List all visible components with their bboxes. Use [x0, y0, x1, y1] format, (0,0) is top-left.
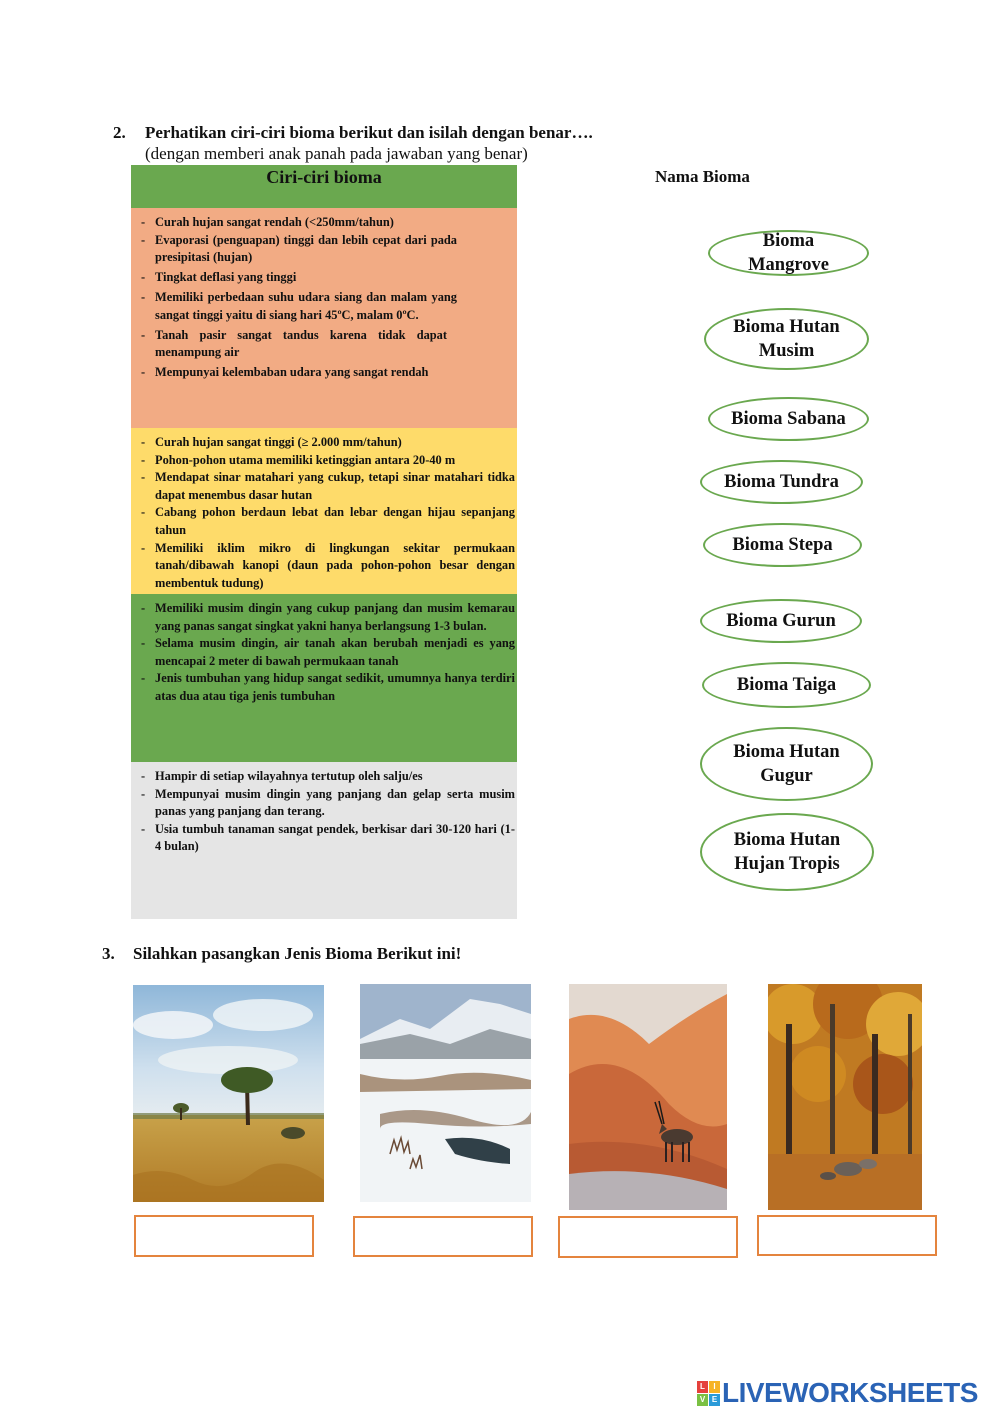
biome-oval-mangrove[interactable]: [708, 230, 869, 276]
question-2-number: 2.: [113, 123, 126, 142]
biome-oval-hutan-hujan-tropis[interactable]: [700, 813, 874, 891]
list-item: - Mempunyai musim dingin yang panjang dan gelap serta musim panas yang panjang dan terang.: [139, 786, 517, 821]
answer-input-forest[interactable]: [757, 1215, 937, 1256]
question-2-subtitle: (dengan memberi anak panah pada jawaban yang benar): [145, 144, 528, 163]
section-tropical-rainforest[interactable]: [131, 428, 517, 594]
list-item: - Jenis tumbuhan yang hidup sangat sedikit, umumnya hanya terdiri atas dua atau tiga jenis tumbuhan: [139, 670, 517, 705]
question-3-title: Silahkan pasangkan Jenis Bioma Berikut ini!: [133, 944, 462, 963]
biome-line-1: Bioma Hutan: [733, 830, 841, 850]
section-desert[interactable]: [131, 208, 517, 428]
biome-line-2: Mangrove: [748, 255, 829, 275]
biome-line-1: Bioma Hutan: [733, 317, 840, 337]
table-header: Ciri-ciri bioma: [131, 165, 517, 208]
biome-label: Bioma Taiga: [736, 675, 837, 695]
section-tundra[interactable]: [131, 594, 517, 762]
list-item: - Evaporasi (penguapan) tinggi dan lebih cepat dari pada presipitasi (hujan): [139, 232, 517, 267]
list-item: - Hampir di setiap wilayahnya tertutup oleh salju/es: [139, 768, 517, 786]
biome-names-header: Nama Bioma: [655, 167, 750, 186]
deciduous-forest-photo: [768, 984, 922, 1210]
biome-line-2: Gugur: [760, 766, 813, 786]
logo-letter: L: [697, 1381, 708, 1393]
biome-label: Bioma Stepa: [732, 535, 833, 555]
logo-letter: E: [709, 1394, 720, 1406]
biome-line-2: Musim: [758, 341, 815, 361]
tundra-photo: [360, 984, 531, 1202]
list-item: - Selama musim dingin, air tanah akan berubah menjadi es yang mencapai 2 meter di bawah permukaan tanah: [139, 635, 517, 670]
logo-letter: V: [697, 1394, 708, 1406]
logo-letter: I: [709, 1381, 720, 1393]
biome-oval-stepa[interactable]: [703, 523, 862, 567]
list-item: - Curah hujan sangat rendah (<250mm/tahun): [139, 214, 517, 232]
biome-oval-tundra[interactable]: [700, 460, 863, 504]
logo-text: LIVEWORKSHEETS: [722, 1377, 978, 1408]
characteristics-table: [131, 165, 517, 919]
list-item: - Tanah pasir sangat tandus karena tidak dapat menampung air: [139, 327, 517, 362]
list-item: - Mendapat sinar matahari yang cukup, tetapi sinar matahari tidka dapat menembus dasar hutan: [139, 469, 517, 504]
list-item: - Memiliki iklim mikro di lingkungan sekitar permukaan tanah/dibawah kanopi (daun pada pohon-pohon besar dengan membentuk tudung): [139, 540, 517, 593]
logo-icon: [697, 1381, 720, 1406]
biome-line-1: Bioma: [762, 231, 815, 251]
question-3-number: 3.: [102, 944, 115, 963]
biome-line-1: Bioma Hutan: [733, 742, 840, 762]
list-item: - Curah hujan sangat tinggi (≥ 2.000 mm/tahun): [139, 434, 517, 452]
biome-label: Bioma Tundra: [724, 472, 839, 492]
list-item: - Memiliki musim dingin yang cukup panjang dan musim kemarau yang panas sangat singkat yakni hanya berlangsung 1-3 bulan.: [139, 600, 517, 635]
list-item: - Memiliki perbedaan suhu udara siang dan malam yang sangat tinggi yaitu di siang hari 45ºC, malam 0ºC.: [139, 289, 517, 324]
biome-oval-hutan-gugur[interactable]: [700, 727, 873, 801]
answer-input-tundra[interactable]: [353, 1216, 533, 1257]
list-item: - Cabang pohon berdaun lebat dan lebar dengan hijau sepanjang tahun: [139, 504, 517, 539]
question-2-title: Perhatikan ciri-ciri bioma berikut dan isilah dengan benar….: [145, 123, 593, 142]
list-item: - Pohon-pohon utama memiliki ketinggian antara 20-40 m: [139, 452, 517, 470]
list-item: - Mempunyai kelembaban udara yang sangat rendah: [139, 364, 517, 382]
desert-photo: [569, 984, 727, 1210]
section-taiga[interactable]: [131, 762, 517, 919]
biome-oval-sabana[interactable]: [708, 397, 869, 441]
biome-label: Bioma Gurun: [726, 611, 836, 631]
biome-oval-taiga[interactable]: [702, 662, 871, 708]
biome-oval-gurun[interactable]: [700, 599, 862, 643]
savanna-photo: [133, 985, 324, 1202]
biome-label: Bioma Sabana: [731, 409, 846, 429]
list-item: - Tingkat deflasi yang tinggi: [139, 269, 517, 287]
list-item: - Usia tumbuh tanaman sangat pendek, berkisar dari 30-120 hari (1-4 bulan): [139, 821, 517, 856]
answer-input-savanna[interactable]: [134, 1215, 314, 1257]
liveworksheets-logo: [697, 1377, 978, 1409]
answer-input-desert[interactable]: [558, 1216, 738, 1258]
biome-oval-hutan-musim[interactable]: [704, 308, 869, 370]
biome-line-2: Hujan Tropis: [734, 854, 840, 874]
